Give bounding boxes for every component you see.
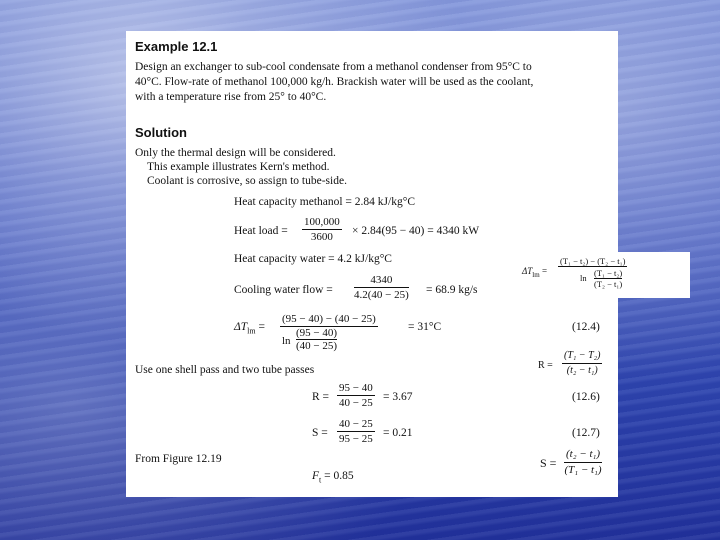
r-result: = 3.67 <box>383 391 413 403</box>
heat-load-fraction <box>302 216 342 243</box>
problem-line-2: 40°C. Flow-rate of methanol 100,000 kg/h. Brackish water will be used as the coolant, <box>135 76 534 88</box>
solution-line-2: This example illustrates Kern's method. <box>147 161 330 173</box>
dtlm-fraction <box>280 313 378 356</box>
ft-value: = 0.85 <box>324 470 354 482</box>
side-dtlm-inner-fraction <box>594 268 622 289</box>
dtlm-subscript: lm <box>247 326 256 336</box>
heat-capacity-methanol: Heat capacity methanol = 2.84 kJ/kg°C <box>234 196 415 208</box>
side-s-numerator: (t₂ − t₁) <box>564 447 602 463</box>
equation-number-12-7: (12.7) <box>572 427 600 439</box>
heat-load-label: Heat load = <box>234 225 288 237</box>
side-dtlm-symbol: ΔT <box>522 266 533 276</box>
dtlm-label <box>234 321 265 337</box>
dtlm-ln: ln <box>282 335 291 347</box>
dtlm-symbol: ΔT <box>234 321 248 333</box>
side-dtlm-numerator: (T₁ − t₂) − (T₂ − t₁) <box>560 256 626 266</box>
r-fraction <box>337 382 375 409</box>
dtlm-result: = 31°C <box>408 321 442 333</box>
side-dtlm-fraction <box>558 256 627 291</box>
heat-load-denominator: 3600 <box>310 231 333 243</box>
r-label: R = <box>312 391 330 403</box>
s-denominator: 95 − 25 <box>339 433 373 445</box>
side-dtlm-denominator <box>558 267 627 291</box>
cooling-water-result: = 68.9 kg/s <box>426 284 478 296</box>
dtlm-numerator: (95 − 40) − (40 − 25) <box>282 313 376 325</box>
heat-load-numerator: 100,000 <box>304 216 340 228</box>
side-r-numerator: (T₁ − T₂) <box>562 349 602 364</box>
figure-reference: From Figure 12.19 <box>135 453 222 465</box>
ft-subscript: t <box>319 475 322 485</box>
side-r-box <box>538 347 610 385</box>
shell-pass-text: Use one shell pass and two tube passes <box>135 364 315 376</box>
side-s-box <box>538 445 614 485</box>
example-heading: Example 12.1 <box>135 39 218 54</box>
s-numerator: 40 − 25 <box>339 418 373 430</box>
heat-load-result: × 2.84(95 − 40) = 4340 kW <box>352 225 480 237</box>
cooling-water-denominator: 4.2(40 − 25) <box>354 289 409 301</box>
cooling-water-label: Cooling water flow = <box>234 284 333 296</box>
dtlm-equals: = <box>258 321 265 333</box>
dtlm-denominator <box>280 327 378 356</box>
side-s-denominator: (T₁ − t₁) <box>564 464 602 476</box>
dtlm-inner-denominator: (40 − 25) <box>296 340 338 352</box>
solution-heading: Solution <box>135 125 187 140</box>
dtlm-inner-numerator: (95 − 40) <box>296 327 338 339</box>
side-s-label: S = <box>540 456 557 470</box>
ft-result <box>312 470 354 486</box>
side-r-fraction <box>562 349 602 378</box>
ft-symbol: F <box>312 470 320 482</box>
s-result: = 0.21 <box>383 427 413 439</box>
r-numerator: 95 − 40 <box>339 382 373 394</box>
s-fraction <box>337 418 375 445</box>
problem-line-1: Design an exchanger to sub-cool condensate from a methanol condenser from 95°C to <box>135 61 532 73</box>
r-denominator: 40 − 25 <box>339 397 373 409</box>
side-s-fraction <box>564 447 602 478</box>
equation-number-12-6: (12.6) <box>572 391 600 403</box>
problem-line-3: with a temperature rise from 25° to 40°C. <box>135 91 327 103</box>
side-dtlm-box <box>518 252 690 298</box>
heat-capacity-water: Heat capacity water = 4.2 kJ/kg°C <box>234 253 392 265</box>
dtlm-inner-fraction <box>296 327 337 352</box>
side-dtlm-subscript: lm <box>532 270 540 279</box>
side-r-denominator: (t₂ − t₁) <box>566 365 598 376</box>
cooling-water-numerator: 4340 <box>354 274 409 288</box>
side-dtlm-inner-numerator: (T₁ − t₂) <box>594 268 623 278</box>
s-label: S = <box>312 427 328 439</box>
cooling-water-fraction <box>354 274 409 301</box>
side-dtlm-ln: ln <box>580 273 587 283</box>
solution-line-3: Coolant is corrosive, so assign to tube-side. <box>147 175 347 187</box>
equation-number-12-4: (12.4) <box>572 321 600 333</box>
side-dtlm-inner-denominator: (T₂ − t₁) <box>594 279 623 289</box>
side-r-label: R = <box>538 360 553 371</box>
solution-line-1: Only the thermal design will be considered. <box>135 147 336 159</box>
side-dtlm-label: $\Delta T_{lm}$ = <box>522 266 548 279</box>
